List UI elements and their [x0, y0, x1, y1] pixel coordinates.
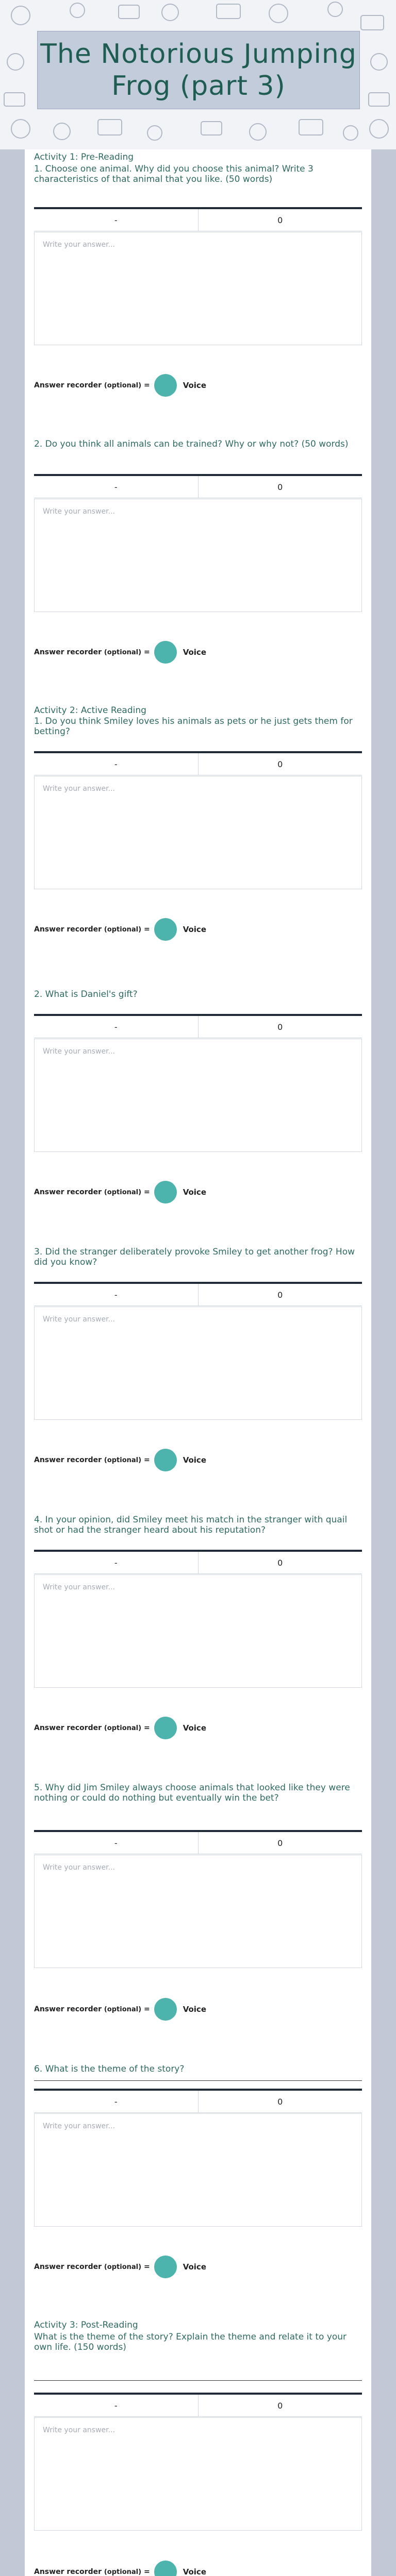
answer-placeholder: Write your answer...	[43, 1583, 115, 1591]
answer-recorder: Answer recorder (optional) = Voice	[34, 1718, 206, 1738]
record-button[interactable]	[154, 1181, 177, 1204]
answer-recorder: Answer recorder (optional) = Voice	[34, 375, 206, 396]
answer-textarea[interactable]	[34, 232, 362, 345]
title-box	[37, 31, 360, 109]
question-text: 4. In your opinion, did Smiley meet his match in the stranger with quail shot or had the stranger heard about his reputation?	[34, 1515, 348, 1535]
record-button[interactable]	[154, 2561, 177, 2576]
record-button[interactable]	[154, 1449, 177, 1471]
answer-recorder: Answer recorder (optional) = Voice	[34, 2257, 206, 2277]
question-text: 1. Do you think Smiley loves his animals as pets or he just gets them for betting?	[34, 716, 353, 737]
answer-placeholder: Write your answer...	[43, 1047, 115, 1056]
answer-textarea[interactable]	[34, 776, 362, 889]
section-heading: Activity 1: Pre-Reading	[34, 152, 134, 162]
answer-placeholder: Write your answer...	[43, 1863, 115, 1872]
answer-recorder: Answer recorder (optional) = Voice	[34, 1182, 206, 1202]
answer-recorder: Answer recorder (optional) = Voice	[34, 1999, 206, 2020]
answer-textarea[interactable]	[34, 1307, 362, 1420]
header-banner	[0, 0, 396, 149]
question-text: 2. What is Daniel's gift?	[34, 989, 138, 999]
divider	[34, 2380, 362, 2381]
divider	[34, 2080, 362, 2081]
question-text: 5. Why did Jim Smiley always choose animals that looked like they were nothing or could do nothing but eventually win the bet?	[34, 1783, 350, 1803]
answer-table-header: - 0	[34, 1282, 362, 1306]
question-text: 1. Choose one animal. Why did you choose this animal? Write 3 characteristics of that animal that you like. (50 words)	[34, 164, 314, 184]
record-button[interactable]	[154, 1998, 177, 2021]
answer-placeholder: Write your answer...	[43, 241, 115, 249]
answer-textarea[interactable]	[34, 1855, 362, 1968]
section-heading: Activity 3: Post-Reading	[34, 2320, 138, 2330]
question-text: 3. Did the stranger deliberately provoke Smiley to get another frog? How did you know?	[34, 1247, 355, 1267]
question-text: What is the theme of the story? Explain the theme and relate it to your own life. (150 words)	[34, 2332, 347, 2352]
question-text: 2. Do you think all animals can be trained? Why or why not? (50 words)	[34, 439, 349, 449]
question-text: 6. What is the theme of the story?	[34, 2064, 185, 2074]
answer-placeholder: Write your answer...	[43, 2426, 115, 2434]
answer-recorder: Answer recorder (optional) = Voice	[34, 1450, 206, 1470]
record-button[interactable]	[154, 1717, 177, 1739]
answer-recorder: Answer recorder (optional) = Voice	[34, 919, 206, 940]
answer-table-header: - 0	[34, 1830, 362, 1854]
answer-placeholder: Write your answer...	[43, 785, 115, 793]
worksheet	[25, 149, 371, 2576]
answer-table-header: - 0	[34, 751, 362, 775]
record-button[interactable]	[154, 918, 177, 941]
answer-textarea[interactable]	[34, 1039, 362, 1152]
answer-table-header: - 0	[34, 474, 362, 498]
answer-table-header: - 0	[34, 2089, 362, 2113]
answer-textarea[interactable]	[34, 1574, 362, 1688]
answer-table-header: - 0	[34, 1014, 362, 1038]
record-button[interactable]	[154, 2256, 177, 2278]
answer-placeholder: Write your answer...	[43, 507, 115, 516]
answer-table-header: - 0	[34, 2393, 362, 2417]
answer-placeholder: Write your answer...	[43, 1315, 115, 1324]
record-button[interactable]	[154, 374, 177, 397]
answer-textarea[interactable]	[34, 2417, 362, 2531]
answer-textarea[interactable]	[34, 499, 362, 612]
record-button[interactable]	[154, 641, 177, 664]
answer-placeholder: Write your answer...	[43, 2122, 115, 2130]
page-title: The Notorious Jumping Frog (part 3)	[40, 39, 357, 101]
answer-table-header: - 0	[34, 1550, 362, 1574]
answer-table-header: - 0	[34, 207, 362, 231]
answer-recorder: Answer recorder (optional) = Voice	[34, 2562, 206, 2576]
answer-recorder: Answer recorder (optional) = Voice	[34, 642, 206, 663]
section-heading: Activity 2: Active Reading	[34, 705, 146, 716]
answer-textarea[interactable]	[34, 2113, 362, 2227]
